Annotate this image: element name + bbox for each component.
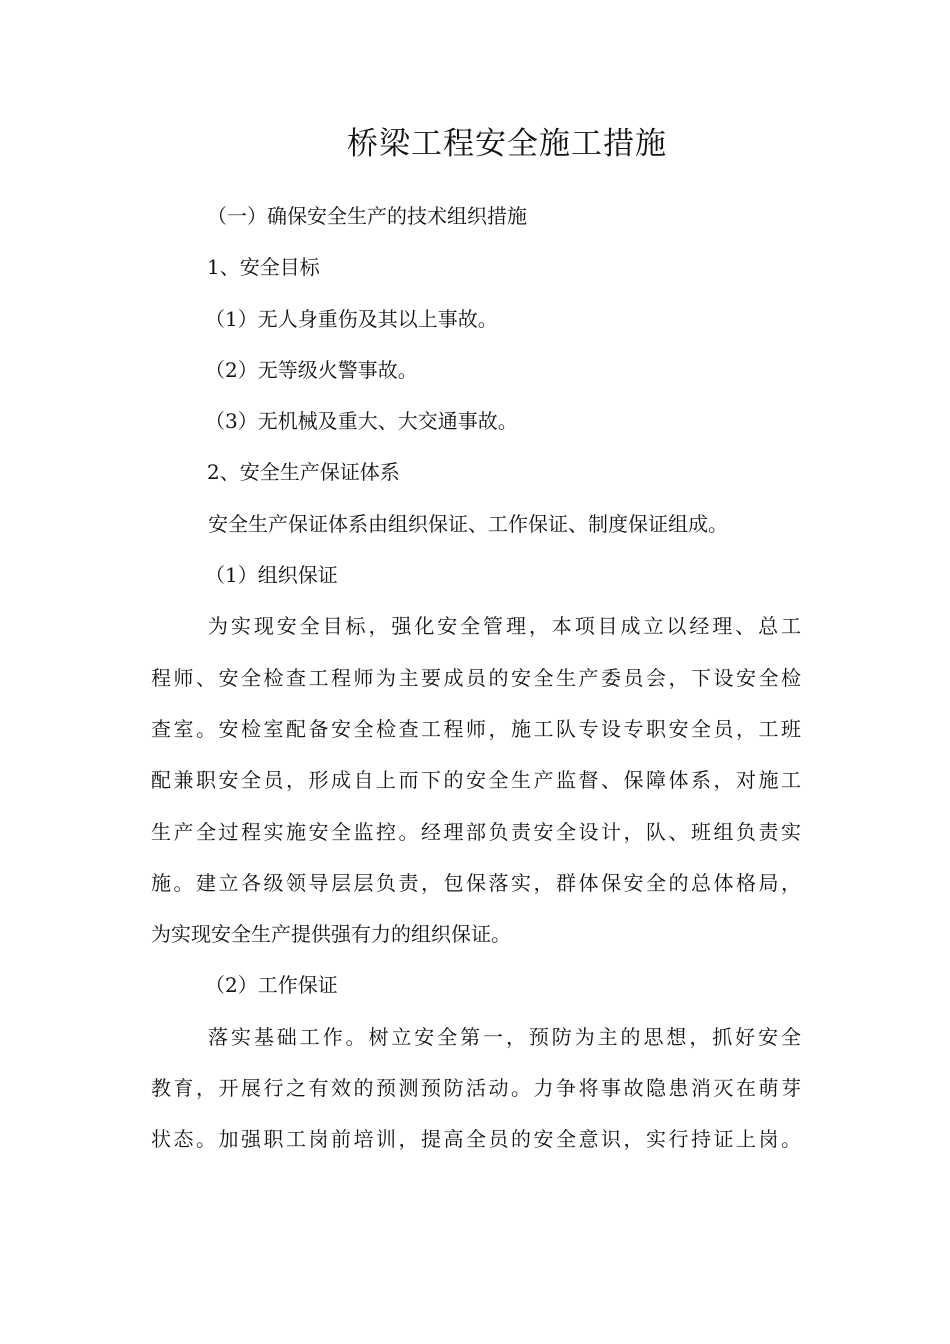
paragraph-line: 查室。安检室配备安全检查工程师，施工队专设专职安全员，工班	[151, 716, 801, 741]
paragraph-line: 为实现安全生产提供强有力的组织保证。	[151, 922, 511, 947]
goal-3: （3）无机械及重大、大交通事故。	[205, 409, 518, 434]
paragraph-line: 落实基础工作。树立安全第一，预防为主的思想，抓好安全	[208, 1024, 801, 1049]
section-2-intro: 安全生产保证体系由组织保证、工作保证、制度保证组成。	[208, 511, 728, 536]
paragraph-line: 配兼职安全员，形成自上而下的安全生产监督、保障体系，对施工	[151, 768, 801, 793]
section-1-title: 1、安全目标	[207, 255, 320, 280]
paragraph-line: 程师、安全检查工程师为主要成员的安全生产委员会，下设安全检	[151, 665, 801, 690]
paragraph-line: 施。建立各级领导层层负责，包保落实，群体保安全的总体格局，	[151, 870, 801, 895]
paragraph-line: 教育，开展行之有效的预测预防活动。力争将事故隐患消灭在萌芽	[151, 1076, 801, 1101]
goal-1: （1）无人身重伤及其以上事故。	[205, 306, 498, 331]
paragraph-line: 状态。加强职工岗前培训，提高全员的安全意识，实行持证上岗。	[151, 1127, 801, 1152]
sub-1-paragraph	[151, 601, 801, 960]
paragraph-line: 生产全过程实施安全监控。经理部负责安全设计，队、班组负责实	[151, 819, 801, 844]
sub-2-paragraph	[151, 1012, 801, 1166]
sub-1-title: （1）组织保证	[205, 563, 338, 588]
document-body	[151, 191, 801, 1166]
section-2-title: 2、安全生产保证体系	[207, 460, 400, 485]
heading-1: （一）确保安全生产的技术组织措施	[207, 204, 527, 228]
document-title: 桥梁工程安全施工措施	[347, 126, 667, 162]
goal-2: （2）无等级火警事故。	[205, 357, 418, 382]
paragraph-line: 为实现安全目标，强化安全管理，本项目成立以经理、总工	[208, 614, 801, 639]
sub-2-title: （2）工作保证	[205, 973, 338, 998]
